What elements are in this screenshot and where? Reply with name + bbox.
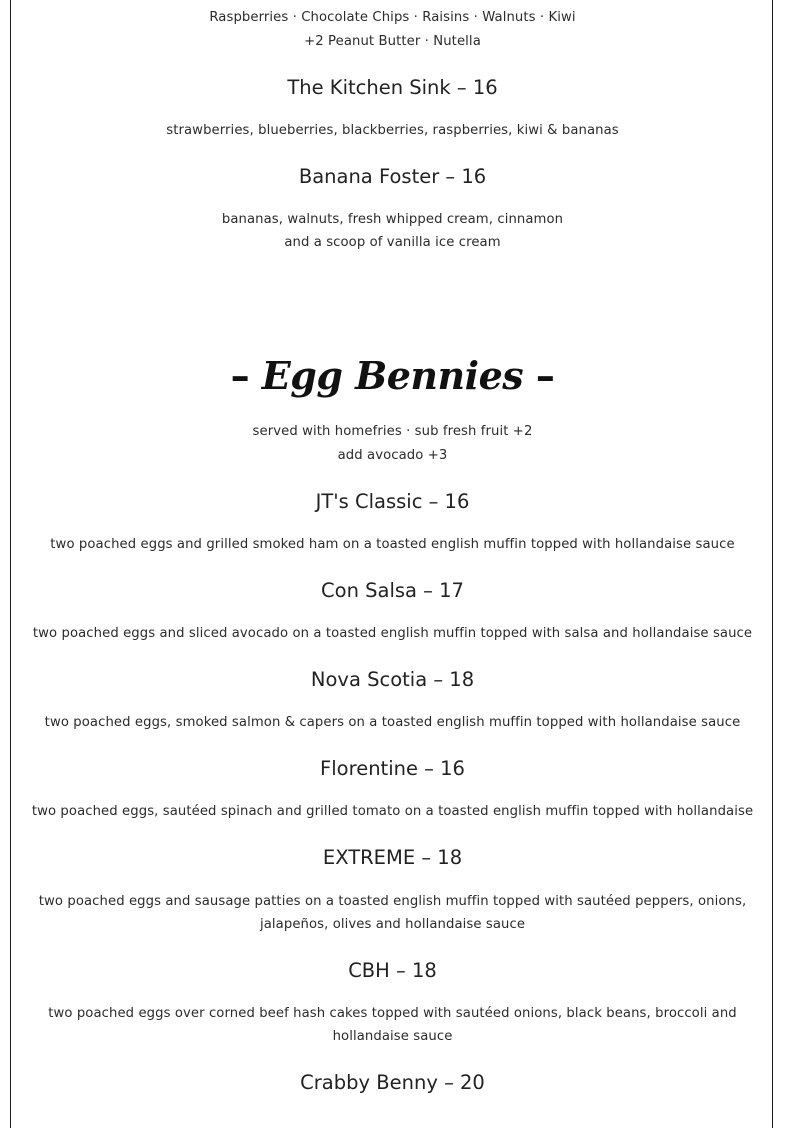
menu-item-title: Nova Scotia – 18 — [310, 668, 475, 691]
section-note: add avocado +3 — [337, 448, 448, 463]
menu-item-description: hollandaise sauce — [332, 1029, 453, 1044]
menu-item-description: two poached eggs, smoked salmon & capers on a toasted english muffin topped with hollandaise sauce — [44, 715, 741, 730]
menu-item-title: Crabby Benny – 20 — [300, 1071, 485, 1094]
section-heading-text: Egg Bennies — [261, 353, 524, 398]
heading-dash-left: – — [230, 354, 250, 398]
menu-item-description: strawberries, blueberries, blackberries, raspberries, kiwi & bananas — [166, 123, 619, 138]
section-note: served with homefries · sub fresh fruit +2 — [252, 424, 533, 439]
menu-item-description: and a scoop of vanilla ice cream — [284, 235, 501, 250]
menu-item-description: two poached eggs and sausage patties on a toasted english muffin topped with sautéed peppers, onions, — [38, 894, 747, 909]
menu-item-title: Banana Foster – 16 — [298, 165, 487, 188]
topping-list-line-2: +2 Peanut Butter · Nutella — [304, 34, 481, 49]
menu-item-title: EXTREME – 18 — [322, 846, 463, 869]
menu-item-description: two poached eggs over corned beef hash cakes topped with sautéed onions, black beans, broccoli and — [48, 1006, 737, 1021]
section-heading — [10, 352, 775, 400]
menu-item-title: Con Salsa – 17 — [321, 579, 464, 602]
menu-item-description: two poached eggs and grilled smoked ham on a toasted english muffin topped with hollandaise sauce — [50, 537, 735, 552]
menu-item-description: two poached eggs and sliced avocado on a toasted english muffin topped with salsa and hollandaise sauce — [32, 626, 753, 641]
heading-dash-right: – — [535, 354, 555, 398]
menu-item-description: two poached eggs, sautéed spinach and grilled tomato on a toasted english muffin topped with hollandaise — [31, 804, 754, 819]
menu-item-description: jalapeños, olives and hollandaise sauce — [259, 917, 526, 932]
menu-item-title: JT's Classic – 16 — [315, 490, 470, 513]
menu-item-title: The Kitchen Sink – 16 — [287, 76, 498, 99]
menu-item-title: Florentine – 16 — [320, 757, 465, 780]
topping-list-line-1: Raspberries · Chocolate Chips · Raisins · Walnuts · Kiwi — [209, 10, 576, 25]
menu-item-description: bananas, walnuts, fresh whipped cream, cinnamon — [221, 212, 564, 227]
menu-item-title: CBH – 18 — [348, 959, 437, 982]
